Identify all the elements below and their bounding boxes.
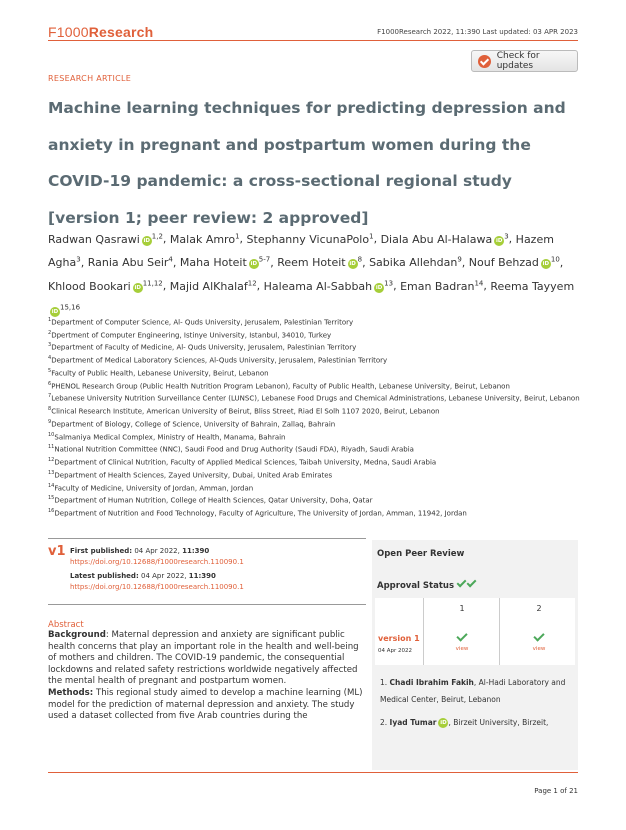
title-version: [version 1; peer review: 2 approved] bbox=[48, 208, 369, 227]
abstract-heading: Abstract bbox=[48, 620, 84, 630]
orcid-icon[interactable]: iD bbox=[375, 284, 383, 291]
reviewer-col-1: 1 bbox=[459, 604, 465, 613]
affiliation-number: 15 bbox=[48, 495, 55, 502]
affiliation bbox=[48, 442, 588, 455]
reviewer-2-name[interactable]: Iyad Tumar bbox=[389, 718, 437, 727]
affiliation-number: 7 bbox=[48, 393, 52, 400]
affiliation-number: 6 bbox=[48, 380, 52, 387]
author-affiliation-sup: 10 bbox=[550, 255, 560, 264]
header-rule bbox=[48, 40, 578, 41]
author[interactable] bbox=[264, 280, 393, 293]
affiliation-number: 10 bbox=[48, 431, 55, 438]
history-top-rule bbox=[48, 538, 366, 539]
reviewer-col-2: 2 bbox=[536, 604, 542, 613]
affiliation bbox=[48, 404, 588, 417]
latest-published-date: 04 Apr 2022, bbox=[140, 572, 187, 580]
author-affiliation-sup: 9 bbox=[457, 255, 462, 264]
author-name: Maha Hoteit bbox=[179, 256, 247, 270]
orcid-icon[interactable]: iD bbox=[349, 261, 356, 268]
reviewer-1-name[interactable]: Chadi Ibrahim Fakih bbox=[389, 678, 474, 687]
background-label: Background bbox=[48, 630, 106, 640]
affiliation-number: 16 bbox=[48, 508, 55, 515]
approval-status bbox=[377, 578, 474, 591]
check-updates-label: Check for updates bbox=[496, 51, 540, 71]
affiliation-text: Salmaniya Medical Complex, Ministry of Health, Manama, Bahrain bbox=[54, 432, 286, 441]
author-affiliation-sup: 13 bbox=[384, 279, 394, 288]
citation-meta: F1000Research 2022, 11:390 Last updated: 03 APR 2023 bbox=[377, 28, 578, 36]
author[interactable] bbox=[88, 256, 173, 269]
author[interactable] bbox=[469, 256, 560, 269]
orcid-icon[interactable]: iD bbox=[495, 237, 503, 244]
first-published-date: 04 Apr 2022, bbox=[134, 547, 180, 555]
reviewer-list bbox=[380, 674, 575, 731]
affiliation-text: Department of Computer Science, Al- Quds University, Jerusalem, Palestinian Territory bbox=[51, 318, 354, 327]
peer-review-heading: Open Peer Review bbox=[377, 549, 465, 559]
check-updates-icon bbox=[478, 55, 491, 68]
reviewer-1 bbox=[380, 674, 575, 708]
abstract-methods bbox=[48, 688, 366, 723]
author-name: Sabika Allehdan bbox=[369, 256, 458, 270]
logo-f1000: F1000 bbox=[48, 24, 89, 40]
author-name: Hazem Agha bbox=[48, 232, 554, 270]
affiliation-list bbox=[48, 315, 588, 519]
author[interactable] bbox=[180, 256, 270, 269]
publication-history bbox=[70, 546, 244, 592]
author[interactable] bbox=[247, 233, 374, 246]
orcid-icon[interactable]: iD bbox=[143, 237, 150, 244]
author[interactable] bbox=[170, 280, 257, 293]
author-affiliation-sup: 14 bbox=[474, 279, 484, 288]
affiliation bbox=[48, 340, 588, 353]
logo-research: Research bbox=[88, 24, 154, 40]
affiliation-text: Department of Medical Laboratory Sciences, Al-Quds University, Jerusalem, Palestinian Territory bbox=[51, 356, 388, 365]
title-text: Machine learning techniques for predicting depression and anxiety in pregnant and postpartum women during the COVID-19 pandemic: a cross-sectional regional study bbox=[48, 99, 566, 190]
author-name: Reema Tayyem bbox=[490, 279, 575, 293]
orcid-icon[interactable]: iD bbox=[440, 720, 447, 726]
author-affiliation-sup: 3 bbox=[76, 255, 81, 264]
latest-published-label: Latest published: bbox=[70, 572, 139, 580]
author[interactable] bbox=[48, 233, 163, 246]
affiliation-number: 4 bbox=[48, 355, 52, 362]
abstract-background bbox=[48, 630, 366, 688]
orcid-icon[interactable]: iD bbox=[542, 261, 550, 268]
affiliation-text: Lebanese University Nutrition Surveillance Center (LUNSC), Lebanese Food Drugs and Chemical Administrations, Lebanese University, Beirut, Lebanon bbox=[51, 394, 580, 403]
author-name: Reem Hoteit bbox=[277, 256, 346, 270]
affiliation bbox=[48, 391, 588, 404]
affiliation bbox=[48, 430, 588, 443]
author-affiliation-sup: 1 bbox=[235, 232, 240, 240]
affiliation-text: Department of Human Nutrition, College of Health Sciences, Qatar University, Doha, Qatar bbox=[54, 496, 373, 505]
reviewer-2 bbox=[380, 714, 575, 731]
affiliation-text: Faculty of Public Health, Lebanese University, Beirut, Lebanon bbox=[51, 369, 269, 378]
affiliation-number: 13 bbox=[48, 469, 55, 476]
version-badge: v1 bbox=[48, 544, 66, 559]
approved-check-icon bbox=[457, 578, 467, 588]
first-doi-link[interactable]: https://doi.org/10.12688/f1000research.110090.1 bbox=[70, 557, 244, 566]
article-type: RESEARCH ARTICLE bbox=[48, 74, 132, 83]
author[interactable] bbox=[48, 280, 163, 293]
author[interactable] bbox=[277, 256, 362, 269]
latest-doi-link[interactable]: https://doi.org/10.12688/f1000research.110090.1 bbox=[70, 582, 244, 591]
table-divider bbox=[423, 598, 424, 665]
affiliation-number: 8 bbox=[48, 406, 52, 413]
orcid-icon[interactable]: iD bbox=[51, 308, 59, 315]
affiliation-number: 1 bbox=[48, 317, 52, 323]
affiliation-number: 2 bbox=[48, 329, 52, 336]
affiliation bbox=[48, 455, 588, 468]
affiliation-number: 5 bbox=[48, 367, 52, 374]
affiliation-text: Department of Clinical Nutrition, Faculty of Applied Medical Sciences, Taibah University, Medna, Saudi Arabia bbox=[54, 458, 437, 467]
author-name: Nouf Behzad bbox=[468, 256, 539, 270]
author-name: Haleama Al-Sabbah bbox=[263, 279, 373, 293]
author-name: Majid AlKhalaf bbox=[169, 279, 248, 293]
affiliation bbox=[48, 468, 588, 481]
page-number: Page 1 of 21 bbox=[534, 787, 578, 795]
affiliation bbox=[48, 366, 588, 379]
version-1-link[interactable]: version 1 bbox=[378, 634, 420, 643]
journal-logo[interactable] bbox=[48, 24, 153, 40]
author-affiliation-sup: 4 bbox=[168, 255, 173, 264]
affiliation-text: Clinical Research Institute, American University of Beirut, Bliss Street, Riad El Solh 1107 2020, Beirut, Lebanon bbox=[51, 407, 440, 416]
history-bottom-rule bbox=[48, 604, 366, 605]
latest-published-cite: 11:390 bbox=[188, 572, 216, 580]
author-name: Rania Abu Seir bbox=[87, 256, 169, 270]
author-affiliation-sup: 1 bbox=[369, 232, 374, 240]
author-name: Eman Badran bbox=[400, 279, 475, 293]
affiliation bbox=[48, 328, 588, 341]
author-affiliation-sup: 8 bbox=[357, 255, 363, 264]
affiliation-text: Department of Faculty of Medicine, Al- Quds University, Jerusalem, Palestinian Territory bbox=[51, 343, 357, 352]
reviewer-1-view-link[interactable]: view bbox=[455, 646, 469, 652]
author-list: Radwan Qasrawi iD$^{1,2}$, Malak Amro$^1$, Stephanny VicunaPolo$^1$, Diala Abu Al-Halawa $iD^3$, Hazem Agha$^3$, Rania Abu Seir$^4$, Maha Hoteit $iD^{5-7}$, Reem Hoteit $iD^8$, Sabika Allehdan$^9$, Nouf Behzad $iD^{10}$, Khlood Bookari iD$^{11,12}$, Majid AlKhalaf$^{12}$, Haleama Al-Sabbah $iD^{13}$, Eman Badran$^{14}$, Reema TayyemiD$^{15,16}$ bbox=[48, 232, 575, 315]
first-published-label: First published: bbox=[70, 547, 133, 555]
affiliation-number: 14 bbox=[48, 482, 55, 489]
affiliation-number: 11 bbox=[48, 444, 55, 451]
approval-status-label: Approval Status bbox=[377, 581, 455, 591]
reviewer-1-affil: , Al-Hadi Laboratory and Medical Center, Beirut, Lebanon bbox=[380, 678, 566, 704]
author-name: Stephanny VicunaPolo bbox=[246, 232, 370, 246]
author[interactable] bbox=[170, 233, 240, 246]
author-affiliation-sup: 15,16 bbox=[60, 302, 81, 311]
reviewer-2-view-link[interactable]: view bbox=[532, 646, 546, 652]
author[interactable] bbox=[369, 256, 462, 269]
author-affiliation-sup: 5-7 bbox=[258, 255, 271, 264]
author[interactable] bbox=[381, 233, 509, 246]
author-affiliation-sup: 11,12 bbox=[142, 279, 163, 288]
affiliation-text: Department of Biology, College of Science, University of Bahrain, Zallaq, Bahrain bbox=[51, 420, 336, 429]
affiliation-text: Faculty of Medicine, University of Jordan, Amman, Jordan bbox=[54, 483, 254, 492]
author-name: Radwan Qasrawi bbox=[48, 232, 140, 246]
article-title bbox=[48, 90, 578, 236]
affiliation-number: 9 bbox=[48, 418, 52, 425]
affiliation-text: Department of Health Sciences, Zayed University, Dubai, United Arab Emirates bbox=[54, 471, 333, 480]
affiliation-text: PHENOL Research Group (Public Health Nutrition Program Lebanon), Faculty of Public Health, Lebanese University, Beirut, Lebanon bbox=[51, 382, 510, 390]
orcid-icon[interactable]: iD bbox=[250, 261, 258, 268]
reviewer-1-num: 1. bbox=[380, 678, 388, 687]
version-1-date: 04 Apr 2022 bbox=[378, 648, 413, 654]
author-name: Khlood Bookari bbox=[48, 279, 131, 293]
methods-label: Methods: bbox=[48, 687, 94, 698]
affiliation bbox=[48, 481, 588, 494]
affiliation bbox=[48, 417, 588, 430]
affiliation bbox=[48, 493, 588, 506]
affiliation bbox=[48, 506, 588, 519]
reviewer-2-num: 2. bbox=[380, 718, 388, 727]
table-divider bbox=[499, 598, 500, 665]
affiliation bbox=[48, 379, 588, 392]
author-name: Malak Amro bbox=[169, 232, 236, 246]
author[interactable] bbox=[400, 280, 483, 293]
first-published-cite: 11:390 bbox=[182, 547, 210, 555]
orcid-icon[interactable]: iD bbox=[134, 284, 141, 291]
author-affiliation-sup: 3 bbox=[504, 232, 509, 240]
footer-rule bbox=[48, 772, 578, 773]
author-affiliation-sup: 1,2 bbox=[151, 232, 163, 240]
author-name: Diala Abu Al-Halawa bbox=[380, 232, 493, 246]
methods-text: This regional study aimed to develop a machine learning (ML) model for the prediction of maternal depression and anxiety. The study used a dataset collected from five Arab countries during the bbox=[48, 687, 363, 722]
background-text: : Maternal depression and anxiety are significant public health concerns that play an important role in the health and well-being of mothers and children. The COVID-19 pandemic, the consequential lockdowns and related safety restrictions worldwide negatively affected the mental health of pregnant and postpartum women. bbox=[48, 630, 359, 687]
author-affiliation-sup: 12 bbox=[247, 279, 257, 288]
affiliation bbox=[48, 353, 588, 366]
affiliation-text: Department of Nutrition and Food Technology, Faculty of Agriculture, The University of Jordan, Amman, 11942, Jordan bbox=[54, 509, 467, 518]
affiliation-number: 12 bbox=[48, 457, 55, 464]
affiliation bbox=[48, 315, 588, 328]
reviewer-2-affil: , Birzeit University, Birzeit, bbox=[448, 718, 549, 727]
affiliation-number: 3 bbox=[48, 342, 52, 349]
check-for-updates-button[interactable] bbox=[471, 50, 578, 72]
affiliation-text: National Nutrition Committee (NNC), Saudi Food and Drug Authority (Saudi FDA), Riyadh, Saudi Arabia bbox=[54, 445, 414, 454]
abstract-body bbox=[48, 630, 366, 723]
affiliation-text: Dpertment of Computer Engineering, Istinye University, Istanbul, 34010, Turkey bbox=[51, 331, 332, 340]
